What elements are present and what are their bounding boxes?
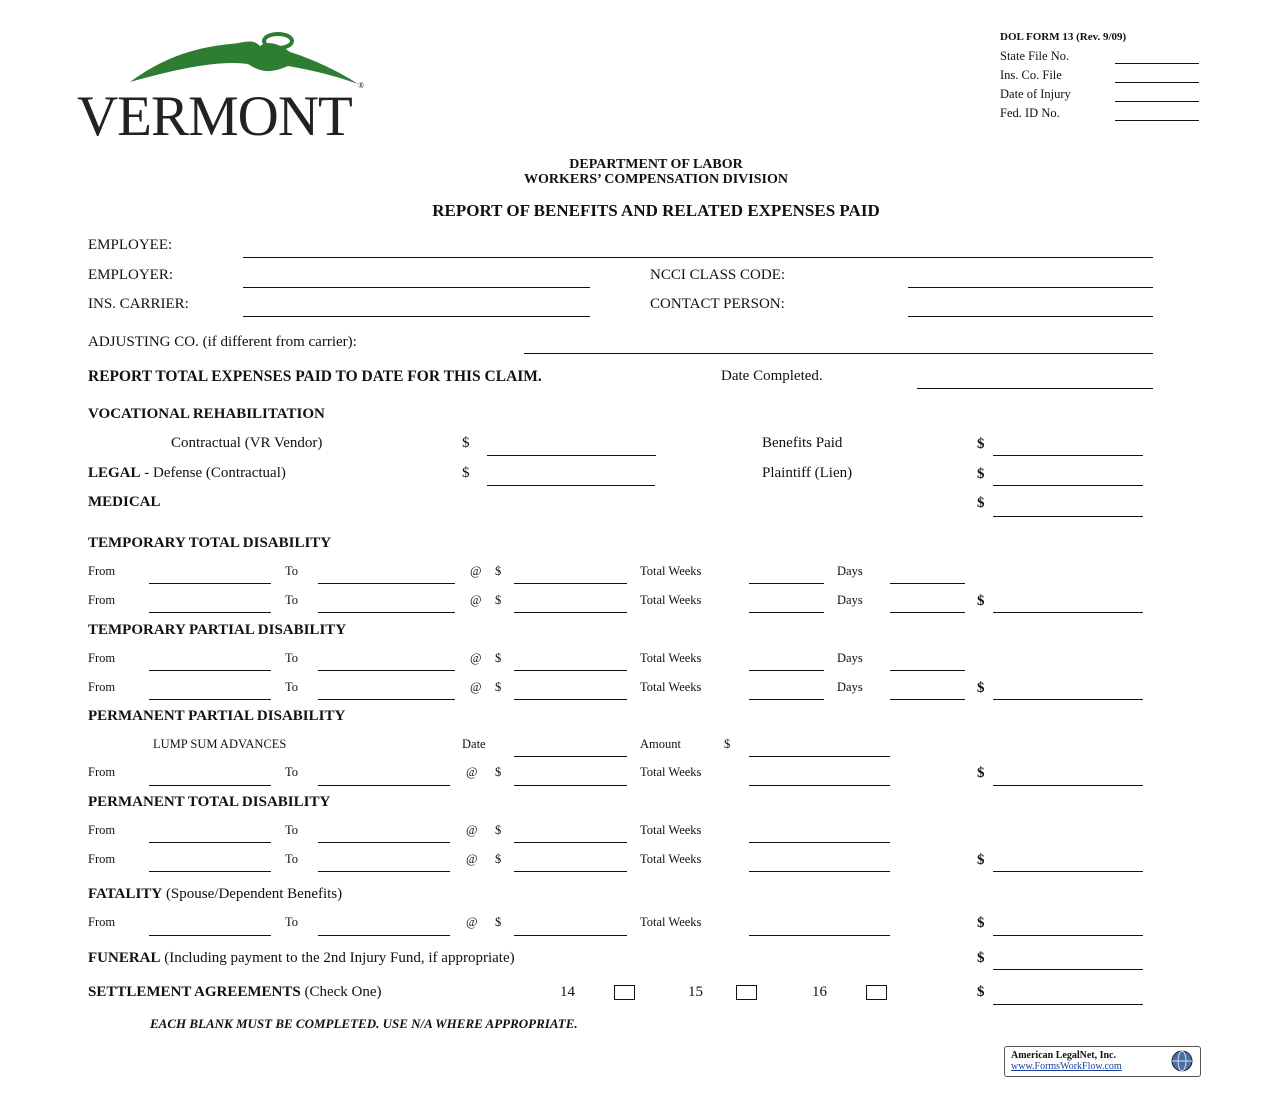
tpd-days-field-2[interactable] <box>890 699 965 700</box>
dollar-sign: $ <box>977 680 985 696</box>
tpd-rate-field-1[interactable] <box>514 670 627 671</box>
ptd-from-field-1[interactable] <box>149 842 271 843</box>
tpd-total-field[interactable] <box>993 699 1143 700</box>
ppd-rate-field[interactable] <box>514 785 627 786</box>
date-completed-field[interactable] <box>917 388 1153 389</box>
ttd-days-field-1[interactable] <box>890 583 965 584</box>
at-label: @ <box>470 593 482 607</box>
ttd-heading: TEMPORARY TOTAL DISABILITY <box>88 535 332 551</box>
from-label: From <box>88 564 116 578</box>
benefits-paid-field[interactable] <box>993 455 1143 456</box>
at-label: @ <box>466 765 478 779</box>
ptd-weeks-field-1[interactable] <box>749 842 890 843</box>
dollar-sign: $ <box>977 495 985 511</box>
fatality-from-field[interactable] <box>149 935 271 936</box>
vermont-wordmark: VERMONT <box>77 85 352 148</box>
carrier-label: INS. CARRIER: <box>88 296 189 312</box>
ttd-rate-field-1[interactable] <box>514 583 627 584</box>
date-of-injury-label: Date of Injury <box>1000 87 1071 101</box>
dollar-sign: $ <box>495 915 502 929</box>
legal-defense-field[interactable] <box>487 485 655 486</box>
dept-heading: DEPARTMENT OF LABOR <box>569 157 743 172</box>
ncci-field[interactable] <box>908 287 1153 288</box>
ttd-total-field[interactable] <box>993 612 1143 613</box>
ptd-rate-field-2[interactable] <box>514 871 627 872</box>
date-of-injury-field[interactable] <box>1115 101 1199 102</box>
state-file-label: State File No. <box>1000 49 1070 63</box>
from-label: From <box>88 765 116 779</box>
fatality-to-field[interactable] <box>318 935 450 936</box>
vermont-mountain-logo <box>120 30 380 92</box>
dollar-sign: $ <box>977 765 985 781</box>
dollar-sign: $ <box>495 765 502 779</box>
ttd-from-field-2[interactable] <box>149 612 271 613</box>
tpd-weeks-field-1[interactable] <box>749 670 824 671</box>
legal-sub: - Defense (Contractual) <box>140 465 286 481</box>
dollar-sign: $ <box>462 435 470 451</box>
voc-rehab-heading: VOCATIONAL REHABILITATION <box>88 406 325 422</box>
ppd-to-field[interactable] <box>318 785 450 786</box>
dollar-sign: $ <box>977 984 985 1000</box>
at-label: @ <box>466 852 478 866</box>
ins-co-file-label: Ins. Co. File <box>1000 68 1062 82</box>
to-label: To <box>285 680 299 694</box>
days-label: Days <box>837 680 863 694</box>
from-label: From <box>88 593 116 607</box>
from-label: From <box>88 852 116 866</box>
days-label: Days <box>837 593 863 607</box>
globe-icon <box>1169 1049 1195 1073</box>
to-label: To <box>285 651 299 665</box>
ppd-from-field[interactable] <box>149 785 271 786</box>
tpd-from-field-2[interactable] <box>149 699 271 700</box>
settlement-heading <box>88 985 382 1000</box>
total-weeks-label: Total Weeks <box>640 680 702 694</box>
ttd-days-field-2[interactable] <box>890 612 965 613</box>
total-weeks-label: Total Weeks <box>640 651 702 665</box>
to-label: To <box>285 823 299 837</box>
settlement-15-checkbox[interactable] <box>736 985 757 1000</box>
legal-bold: LEGAL <box>88 465 141 481</box>
fatality-heading <box>88 887 342 902</box>
dollar-sign: $ <box>495 651 502 665</box>
funeral-bold: FUNERAL <box>88 950 161 966</box>
contractual-amount-field[interactable] <box>487 455 656 456</box>
dollar-sign: $ <box>495 680 502 694</box>
settlement-bold: SETTLEMENT AGREEMENTS <box>88 984 301 1000</box>
dollar-sign: $ <box>462 465 470 481</box>
ppd-total-field[interactable] <box>993 785 1143 786</box>
carrier-field[interactable] <box>243 316 590 317</box>
ncci-label: NCCI CLASS CODE: <box>650 267 786 283</box>
amount-label: Amount <box>640 737 681 751</box>
total-weeks-label: Total Weeks <box>640 765 702 779</box>
to-label: To <box>285 564 299 578</box>
ptd-to-field-2[interactable] <box>318 871 450 872</box>
fatality-total-field[interactable] <box>993 935 1143 936</box>
legalnet-site-link[interactable]: www.FormsWorkFlow.com <box>1011 1061 1122 1072</box>
legalnet-badge[interactable] <box>1004 1046 1201 1077</box>
ptd-total-field[interactable] <box>993 871 1143 872</box>
adjusting-label: ADJUSTING CO. (if different from carrier): <box>88 334 357 350</box>
legal-label <box>88 466 286 481</box>
to-label: To <box>285 593 299 607</box>
ptd-from-field-2[interactable] <box>149 871 271 872</box>
ttd-from-field-1[interactable] <box>149 583 271 584</box>
total-weeks-label: Total Weeks <box>640 593 702 607</box>
total-weeks-label: Total Weeks <box>640 823 702 837</box>
tpd-weeks-field-2[interactable] <box>749 699 824 700</box>
at-label: @ <box>470 680 482 694</box>
fatality-rate-field[interactable] <box>514 935 627 936</box>
fatality-weeks-field[interactable] <box>749 935 890 936</box>
settlement-total-field[interactable] <box>993 1004 1143 1005</box>
medical-label: MEDICAL <box>88 494 161 510</box>
registered-mark: ® <box>358 81 365 90</box>
dollar-sign: $ <box>495 852 502 866</box>
ppd-date-label: Date <box>462 737 486 751</box>
benefits-paid-label: Benefits Paid <box>762 435 843 451</box>
dollar-sign: $ <box>977 593 985 609</box>
days-label: Days <box>837 564 863 578</box>
form-id: DOL FORM 13 (Rev. 9/09) <box>1000 31 1127 43</box>
fatality-bold: FATALITY <box>88 886 163 902</box>
ttd-to-field-2[interactable] <box>318 612 455 613</box>
dollar-sign: $ <box>977 950 985 966</box>
ppd-heading: PERMANENT PARTIAL DISABILITY <box>88 708 346 724</box>
ppd-weeks-field[interactable] <box>749 785 890 786</box>
plaintiff-label: Plaintiff (Lien) <box>762 465 853 481</box>
lump-sum-amount-field[interactable] <box>749 756 890 757</box>
fatality-sub: (Spouse/Dependent Benefits) <box>162 886 343 902</box>
ttd-rate-field-2[interactable] <box>514 612 627 613</box>
fed-id-label: Fed. ID No. <box>1000 106 1060 120</box>
contractual-label: Contractual (VR Vendor) <box>171 435 323 451</box>
ptd-to-field-1[interactable] <box>318 842 450 843</box>
ptd-weeks-field-2[interactable] <box>749 871 890 872</box>
settlement-option-16-label: 16 <box>812 984 827 1000</box>
total-weeks-label: Total Weeks <box>640 915 702 929</box>
settlement-16-checkbox[interactable] <box>866 985 887 1000</box>
at-label: @ <box>466 823 478 837</box>
dollar-sign: $ <box>977 466 985 482</box>
ttd-weeks-field-1[interactable] <box>749 583 824 584</box>
report-total-label: REPORT TOTAL EXPENSES PAID TO DATE FOR THIS CLAIM. <box>88 368 542 385</box>
date-completed-label: Date Completed. <box>721 368 823 384</box>
at-label: @ <box>466 915 478 929</box>
plaintiff-field[interactable] <box>993 485 1143 486</box>
total-weeks-label: Total Weeks <box>640 564 702 578</box>
tpd-to-field-2[interactable] <box>318 699 455 700</box>
completion-note: EACH BLANK MUST BE COMPLETED. USE N/A WHERE APPROPRIATE. <box>150 1016 578 1031</box>
from-label: From <box>88 680 116 694</box>
settlement-option-15-label: 15 <box>688 984 703 1000</box>
contact-label: CONTACT PERSON: <box>650 296 785 312</box>
contact-field[interactable] <box>908 316 1153 317</box>
dollar-sign: $ <box>495 823 502 837</box>
tpd-to-field-1[interactable] <box>318 670 455 671</box>
dollar-sign: $ <box>724 737 731 751</box>
tpd-heading: TEMPORARY PARTIAL DISABILITY <box>88 622 347 638</box>
to-label: To <box>285 852 299 866</box>
tpd-days-field-1[interactable] <box>890 670 965 671</box>
dollar-sign: $ <box>977 915 985 931</box>
settlement-14-checkbox[interactable] <box>614 985 635 1000</box>
form-title: REPORT OF BENEFITS AND RELATED EXPENSES PAID <box>432 201 880 220</box>
division-heading: WORKERS’ COMPENSATION DIVISION <box>524 172 788 187</box>
at-label: @ <box>470 651 482 665</box>
ttd-to-field-1[interactable] <box>318 583 455 584</box>
dollar-sign: $ <box>495 564 502 578</box>
at-label: @ <box>470 564 482 578</box>
fed-id-field[interactable] <box>1115 120 1199 121</box>
tpd-from-field-1[interactable] <box>149 670 271 671</box>
tpd-rate-field-2[interactable] <box>514 699 627 700</box>
mountain-leaf-shape <box>130 42 358 84</box>
medical-field[interactable] <box>993 516 1143 517</box>
state-file-field[interactable] <box>1115 63 1199 64</box>
to-label: To <box>285 915 299 929</box>
days-label: Days <box>837 651 863 665</box>
from-label: From <box>88 823 116 837</box>
dollar-sign: $ <box>977 436 985 452</box>
funeral-sub: (Including payment to the 2nd Injury Fund, if appropriate) <box>160 950 515 966</box>
lump-sum-date-field[interactable] <box>514 756 627 757</box>
employee-label: EMPLOYEE: <box>88 237 173 253</box>
adjusting-field[interactable] <box>524 353 1153 354</box>
from-label: From <box>88 915 116 929</box>
ins-co-file-field[interactable] <box>1115 82 1199 83</box>
funeral-total-field[interactable] <box>993 969 1143 970</box>
ptd-heading: PERMANENT TOTAL DISABILITY <box>88 794 331 810</box>
ttd-weeks-field-2[interactable] <box>749 612 824 613</box>
employer-field[interactable] <box>243 287 590 288</box>
dollar-sign: $ <box>977 852 985 868</box>
ptd-rate-field-1[interactable] <box>514 842 627 843</box>
settlement-sub: (Check One) <box>300 984 382 1000</box>
employer-label: EMPLOYER: <box>88 267 174 283</box>
funeral-heading <box>88 951 515 966</box>
dollar-sign: $ <box>495 593 502 607</box>
to-label: To <box>285 765 299 779</box>
employee-field[interactable] <box>243 257 1153 258</box>
lump-sum-label: LUMP SUM ADVANCES <box>153 737 287 751</box>
from-label: From <box>88 651 116 665</box>
legalnet-company: American LegalNet, Inc. <box>1011 1050 1116 1061</box>
total-weeks-label: Total Weeks <box>640 852 702 866</box>
settlement-option-14-label: 14 <box>560 984 575 1000</box>
